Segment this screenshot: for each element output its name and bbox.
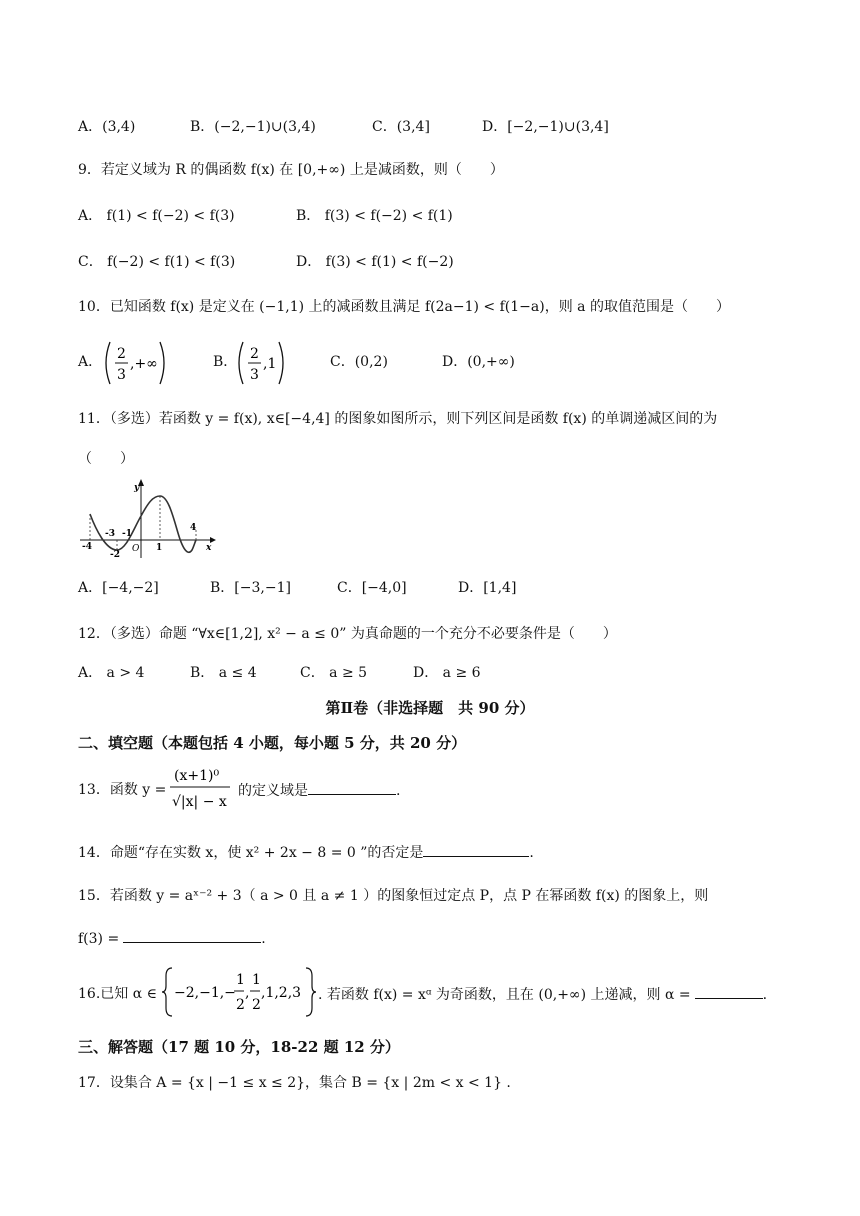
q8-option-c: C．(3,4] xyxy=(372,119,430,135)
q11-option-c: C．[−4,0] xyxy=(337,580,407,596)
q10-option-c: C．(0,2) xyxy=(330,354,388,370)
q15-answer-blank[interactable] xyxy=(123,928,261,943)
q11-stem: 11．（多选）若函数 y = f(x), x∈[−4,4] 的图象如图所示，则下列区间是函数 f(x) 的单调递减区间的为 xyxy=(78,411,718,427)
q14-answer-blank[interactable] xyxy=(423,842,529,857)
svg-text:3: 3 xyxy=(117,367,126,383)
svg-text:,: , xyxy=(245,985,250,1001)
svg-text:,1,2,3: ,1,2,3 xyxy=(261,985,302,1001)
svg-text:2: 2 xyxy=(250,346,259,362)
svg-text:−2,−1,−: −2,−1,− xyxy=(174,985,236,1001)
q13-fraction xyxy=(168,762,234,814)
q10-option-d: D．(0,+∞) xyxy=(442,354,515,370)
q11-answer-paren: （ ） xyxy=(78,451,134,467)
q11-function-graph xyxy=(78,478,218,560)
svg-text:,1: ,1 xyxy=(263,356,277,372)
svg-text:,+∞: ,+∞ xyxy=(130,356,158,372)
q11-option-b: B．[−3,−1] xyxy=(210,580,291,596)
q13-prefix: 13．函数 y = xyxy=(78,782,167,798)
q9-option-d: D． f(3) < f(1) < f(−2) xyxy=(296,254,454,270)
q10-option-a-interval xyxy=(102,340,172,386)
q10-stem: 10．已知函数 f(x) 是定义在 (−1,1) 上的减函数且满足 f(2a−1) < f(1−a)，则 a 的取值范围是（ ） xyxy=(78,299,730,315)
svg-text:2: 2 xyxy=(236,997,245,1013)
svg-text:√|x| − x: √|x| − x xyxy=(172,794,227,810)
q9-option-a: A． f(1) < f(−2) < f(3) xyxy=(78,208,235,224)
svg-text:-3: -3 xyxy=(105,529,115,539)
q12-option-d: D． a ≥ 6 xyxy=(413,665,481,681)
svg-text:3: 3 xyxy=(250,367,259,383)
q10-option-a-label: A． xyxy=(78,354,103,370)
svg-text:2: 2 xyxy=(117,346,126,362)
q13-suffix: 的定义域是 . xyxy=(238,780,400,801)
q10-option-b-interval xyxy=(235,340,290,386)
q13-answer-blank[interactable] xyxy=(308,780,396,795)
q14-line: 14．命题“存在实数 x，使 x² + 2x − 8 = 0 ”的否定是 . xyxy=(78,842,534,863)
q9-option-c: C． f(−2) < f(1) < f(3) xyxy=(78,254,236,270)
q16-set xyxy=(162,966,322,1018)
svg-text:1: 1 xyxy=(236,972,245,988)
q11-option-d: D．[1,4] xyxy=(458,580,517,596)
q11-option-a: A．[−4,−2] xyxy=(78,580,159,596)
svg-text:-2: -2 xyxy=(110,550,120,560)
svg-text:1: 1 xyxy=(156,543,163,553)
q10-option-b-label: B． xyxy=(213,354,238,370)
q16-suffix: . 若函数 f(x) = xᵅ 为奇函数，且在 (0,+∞) 上递减，则 α = . xyxy=(318,984,767,1005)
q9-option-b: B． f(3) < f(−2) < f(1) xyxy=(296,208,453,224)
svg-text:y: y xyxy=(134,483,140,493)
svg-text:2: 2 xyxy=(252,997,261,1013)
svg-text:O: O xyxy=(132,544,140,554)
svg-text:-1: -1 xyxy=(122,529,132,539)
q8-option-b: B．(−2,−1)∪(3,4) xyxy=(190,119,316,135)
q12-stem: 12．（多选）命题 “∀x∈[1,2], x² − a ≤ 0” 为真命题的一个充分不必要条件是（ ） xyxy=(78,626,617,642)
q8-option-d: D．[−2,−1)∪(3,4] xyxy=(482,119,609,135)
section3-heading: 三、解答题（17 题 10 分，18-22 题 12 分） xyxy=(78,1038,400,1056)
svg-text:1: 1 xyxy=(252,972,261,988)
section2-heading: 二、填空题（本题包括 4 小题，每小题 5 分，共 20 分） xyxy=(78,734,467,752)
svg-text:-4: -4 xyxy=(82,542,92,552)
q15-line1: 15．若函数 y = aˣ⁻² + 3（ a > 0 且 a ≠ 1 ）的图象恒过定点 P，点 P 在幂函数 f(x) 的图象上，则 xyxy=(78,888,709,904)
svg-text:(x+1)⁰: (x+1)⁰ xyxy=(174,768,220,784)
q12-option-c: C． a ≥ 5 xyxy=(300,665,368,681)
svg-text:4: 4 xyxy=(190,523,197,533)
q16-answer-blank[interactable] xyxy=(695,984,763,999)
q9-stem: 9．若定义域为 R 的偶函数 f(x) 在 [0,+∞) 上是减函数，则（ ） xyxy=(78,162,504,178)
svg-text:x: x xyxy=(206,543,212,553)
part2-title: 第Ⅱ卷（非选择题 共 90 分） xyxy=(325,699,535,717)
q16-prefix: 16.已知 α ∈ xyxy=(78,986,157,1002)
q12-option-a: A． a > 4 xyxy=(78,665,145,681)
q17-text: 17．设集合 A = {x | −1 ≤ x ≤ 2}，集合 B = {x | 2m < x < 1} . xyxy=(78,1075,511,1091)
function-curve xyxy=(90,496,196,552)
q8-option-a: A．(3,4) xyxy=(78,119,136,135)
q12-option-b: B． a ≤ 4 xyxy=(190,665,257,681)
q15-line2: f(3) = . xyxy=(78,928,266,949)
